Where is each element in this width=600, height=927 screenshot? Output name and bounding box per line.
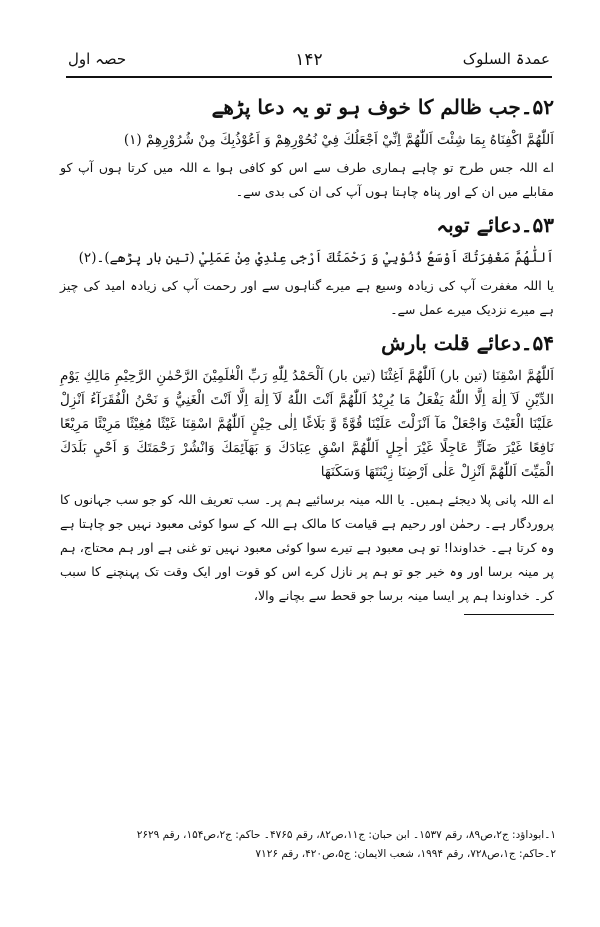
arabic-dua: اَللّٰهُمَّ مَغْفِرَتُكَ اَوْسَعُ ذُنُوْبِيْ وَ رَحْمَتُكَ اَرْجٰى عِنْدِيْ مِنْ عَمَلِيْ (تین بار پڑھے)۔(۲) — [78, 250, 554, 266]
footnote-1: ۱۔ابوداؤد: ج۲،ص۸۹، رقم ۱۵۳۷۔ ابن حبان: ج۱۱،ص۸۲، رقم ۴۷۶۵۔ حاکم: ج۲،ص۱۵۴، رقم ۲۶۲۹ — [136, 829, 556, 841]
header-rule — [66, 76, 552, 78]
page-content — [60, 88, 554, 615]
urdu-translation: یا اللہ مغفرت آپ کی زیادہ وسیع ہے میرے گناہوں سے اور رحمت آپ کی زیادہ امید کی چیز ہے میرے نزدیک میرے عمل سے۔ — [60, 278, 554, 317]
section-heading: ۵۲۔جب ظالم کا خوف ہو تو یہ دعا پڑھے — [211, 95, 554, 119]
page-header — [68, 50, 550, 76]
urdu-translation: اے اللہ جس طرح تو چاہے ہماری طرف سے اس کو کافی ہوا ے اللہ میں کرتا ہوں آپ کو مقابلے میں ان کے اور پناہ چاہتا ہوں آپ کی ان کی بدی سے۔ — [60, 160, 554, 199]
section-heading: ۵۴۔دعائے قلت بارش — [381, 331, 554, 355]
section-53 — [60, 210, 554, 322]
footnotes — [52, 826, 556, 864]
section-heading: ۵۳۔دعائے توبہ — [436, 213, 554, 237]
part-label: حصہ اول — [68, 50, 127, 68]
arabic-dua: اَللّٰهُمَّ اسْقِنَا (تین بار) اَللّٰهُمَّ اَغِثْنَا (تین بار) اَلْحَمْدُ لِلّٰهِ رَبِّ الْعٰلَمِيْنَ الرَّحْمٰنِ الرَّحِيْمِ مَالِكِ يَوْمِ الدِّيْنِ لَآ اِلٰهَ اِلَّا اللّٰهُ يَفْعَلُ مَا يُرِيْدُ اَللّٰهُمَّ اَنْتَ اللّٰهُ لَآ اِلٰهَ اِلَّا اَنْتَ الْغَنِيُّ وَ نَحْنُ الْفُقَرَآءُ اَنْزِلْ عَلَيْنَا الْغَيْثَ وَاجْعَلْ مَآ اَنْزَلْتَ عَلَيْنَا قُوَّةً وَّ بَلَاغًا اِلٰى حِيْنٍ اَللّٰهُمَّ اسْقِنَا غَيْثًا مُغِيْثًا مَرِيْئًا مَرِيْعًا نَافِعًا غَيْرَ ضَآرٍّ عَاجِلًا غَيْرَ اٰجِلٍ اَللّٰهُمَّ اسْقِ عِبَادَكَ وَ بَهَآئِمَكَ وَانْشُرْ رَحْمَتَكَ وَ اَحْيِ بَلَدَكَ الْمَيِّتَ اَللّٰهُمَّ اَنْزِلْ عَلٰى اَرْضِنَا زِيْنَتَهَا وَسَكَنَهَا — [60, 368, 554, 480]
footnote-separator — [464, 614, 554, 615]
section-54 — [60, 328, 554, 608]
arabic-dua: اَللّٰهُمَّ اكْفِنَاهُ بِمَا شِئْتَ اَللّٰهُمَّ اِنِّيْ اَجْعَلُكَ فِيْ نُحُوْرِهِمْ وَ اَعُوْذُبِكَ مِنْ شُرُوْرِهِمْ (۱) — [123, 132, 554, 148]
page-number: ۱۴۲ — [295, 50, 323, 70]
footnote-2: ۲۔حاکم: ج۱،ص۷۲۸، رقم ۱۹۹۴، شعب الایمان: ج۵،ص۴۲۰، رقم ۷۱۲۶ — [255, 848, 556, 860]
book-title: عمدۃ السلوک — [462, 50, 550, 68]
urdu-translation: اے اللہ پانی پلا دیجئے ہمیں۔ یا اللہ مینہ برسائیے ہم پر۔ سب تعریف اللہ کو جو سب جہانوں کا پروردگار ہے۔ رحمٰن اور رحیم ہے قیامت کا مالک ہے اللہ کے سوا کوئی معبود نہیں جو چاہتا ہے وہ کرتا ہے۔ خداوندا! تو ہی معبود ہے تیرے سوا کوئی معبود نہیں تو غنی ہے اور ہم محتاج، ہم پر مینہ برسا اور وہ خیر جو تو ہم پر نازل کرے اس کو قوت اور ایک وقت تک پہنچنے کا سبب کر۔ خداوندا ہم پر ایسا مینہ برسا جو قحط سے بچانے والا، — [60, 492, 554, 603]
section-52 — [60, 92, 554, 204]
